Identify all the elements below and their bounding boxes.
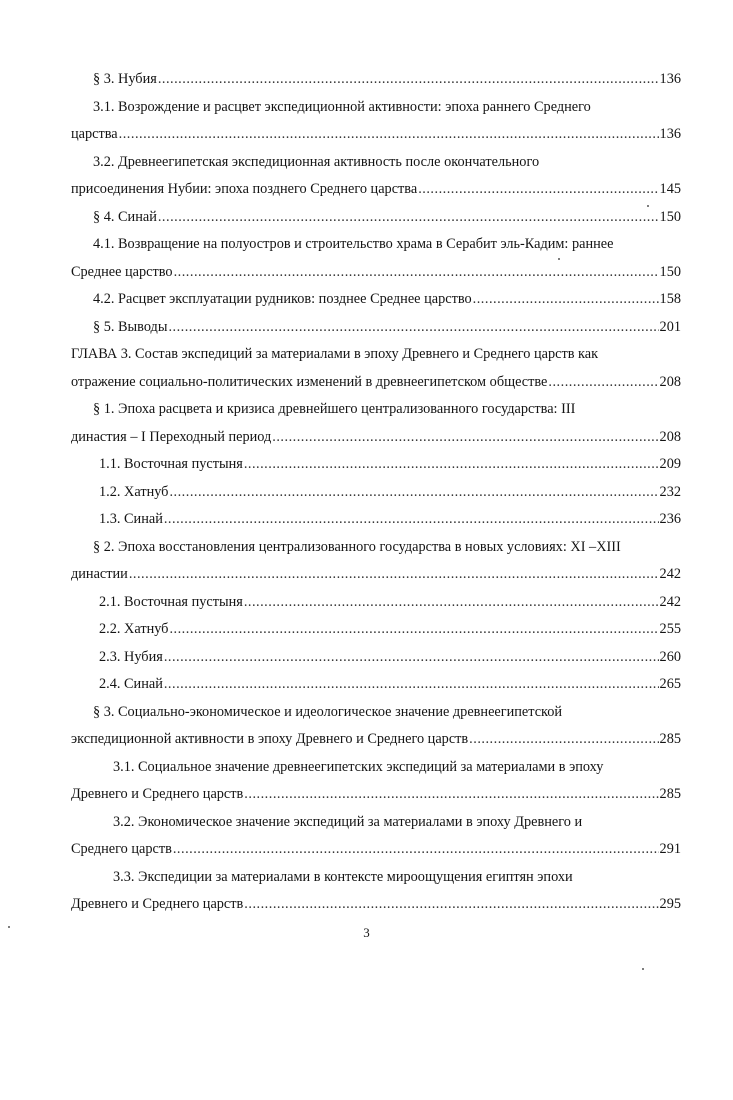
toc-entry-title: 2.1. Восточная пустыня	[99, 593, 243, 610]
toc-page-number: 150	[659, 208, 681, 225]
toc-entry-section-3[interactable]	[71, 699, 681, 754]
scan-speck	[642, 968, 644, 970]
toc-entry-title-line1: § 2. Эпоха восстановления централизованного государства в новых условиях: XI –XIII	[93, 538, 621, 555]
toc-entry-3-3-worldview[interactable]	[71, 864, 681, 919]
dot-leader	[164, 506, 659, 534]
toc-page-number: 242	[659, 566, 681, 582]
toc-entry-title-line2: династии	[71, 566, 128, 582]
toc-entry-title-line1: 3.3. Экспедиции за материалами в контексте мироощущения египтян эпохи	[113, 868, 573, 885]
toc-entry-4-2[interactable]	[71, 286, 681, 314]
toc-entry-conclusions[interactable]	[71, 314, 681, 342]
toc-entry-title-line1: ГЛАВА 3. Состав экспедиций за материалами в эпоху Древнего и Среднего царств как	[71, 346, 599, 362]
toc-entry-title-line2: отражение социально-политических изменений в древнеегипетском обществе	[71, 373, 548, 390]
dot-leader	[164, 644, 659, 672]
toc-entry-chapter-3[interactable]	[71, 341, 681, 396]
scan-speck	[8, 926, 10, 928]
dot-leader	[244, 891, 658, 919]
toc-entry-title-line2: Среднее царство	[71, 263, 173, 280]
toc-entry-sinai[interactable]	[71, 204, 681, 232]
toc-entry-section-1[interactable]	[71, 396, 681, 451]
toc-entry-3-1-social[interactable]	[71, 754, 681, 809]
toc-page-number: 136	[659, 126, 681, 142]
toc-entry-title-line1: 4.1. Возвращение на полуостров и строительство храма в Серабит эль-Кадим: раннее	[93, 236, 614, 252]
dot-leader	[174, 259, 659, 287]
dot-leader	[129, 561, 659, 589]
dot-leader	[119, 121, 659, 149]
toc-entry-title-line2: экспедиционной активности в эпоху Древнего и Среднего царств	[71, 731, 469, 747]
toc-page-number: 150	[659, 263, 681, 280]
dot-leader	[418, 176, 658, 204]
toc-entry-2-2[interactable]	[71, 616, 681, 644]
toc-page-number: 285	[659, 731, 681, 747]
toc-page-number: 265	[659, 676, 681, 692]
toc-entry-title-line2: присоединения Нубии: эпоха позднего Среднего царства	[71, 181, 418, 197]
dot-leader	[164, 671, 659, 699]
toc-entry-title-line2: царства	[71, 126, 118, 142]
toc-entry-3-2[interactable]	[71, 149, 681, 204]
toc-entry-title: 2.4. Синай	[99, 676, 163, 692]
toc-page-number: 136	[659, 71, 681, 87]
dot-leader	[169, 616, 658, 644]
toc-entry-title-line1: 3.1. Социальное значение древнеегипетских экспедиций за материалами в эпоху	[113, 758, 604, 775]
toc-page-number: 209	[659, 456, 681, 472]
toc-entry-title-line2: Древнего и Среднего царств	[71, 896, 244, 912]
toc-page-number: 255	[659, 621, 681, 637]
dot-leader	[169, 479, 658, 507]
toc-entry-nubia[interactable]	[71, 66, 681, 94]
toc-entry-1-3[interactable]	[71, 506, 681, 534]
toc-page-number: 236	[659, 511, 681, 527]
toc-entry-title: 1.1. Восточная пустыня	[99, 456, 243, 472]
page-number-footer: 3	[363, 925, 370, 940]
toc-entry-4-1[interactable]	[71, 231, 681, 286]
toc-page-number: 158	[659, 291, 681, 307]
toc-entry-title-line1: 3.1. Возрождение и расцвет экспедиционной активности: эпоха раннего Среднего	[93, 98, 591, 115]
dot-leader	[244, 451, 659, 479]
dot-leader	[173, 836, 659, 864]
toc-entry-section-2[interactable]	[71, 534, 681, 589]
dot-leader	[548, 369, 658, 397]
dot-leader	[272, 424, 658, 452]
scan-speck	[647, 205, 649, 207]
dot-leader	[168, 314, 658, 342]
dot-leader	[158, 204, 659, 232]
toc-entry-title-line1: 3.2. Экономическое значение экспедиций за материалами в эпоху Древнего и	[113, 813, 583, 830]
toc-entry-title: § 4. Синай	[93, 208, 157, 225]
toc-entry-title: 2.3. Нубия	[99, 648, 163, 665]
toc-entry-title: § 3. Нубия	[93, 71, 157, 87]
toc-entry-title-line1: § 3. Социально-экономическое и идеологическое значение древнеегипетской	[93, 703, 563, 720]
toc-entry-2-1[interactable]	[71, 589, 681, 617]
toc-entry-title: § 5. Выводы	[93, 318, 168, 335]
toc-entry-1-1[interactable]	[71, 451, 681, 479]
toc-page-number: 208	[659, 373, 681, 390]
toc-entry-1-2[interactable]	[71, 479, 681, 507]
dot-leader	[244, 781, 658, 809]
dot-leader	[158, 66, 659, 94]
toc-entry-title: 1.2. Хатнуб	[99, 483, 169, 500]
toc-entry-title-line2: династия – I Переходный период	[71, 428, 272, 445]
dot-leader	[244, 589, 659, 617]
scan-speck	[558, 258, 560, 260]
toc-page-number: 285	[659, 786, 681, 802]
toc-entry-title-line2: Древнего и Среднего царств	[71, 786, 244, 802]
toc-page-number: 295	[659, 896, 681, 912]
toc-page-number: 201	[659, 318, 681, 335]
toc-entry-3-2-economic[interactable]	[71, 809, 681, 864]
toc-entry-title: 1.3. Синай	[99, 511, 163, 527]
toc-entry-title: 4.2. Расцвет эксплуатации рудников: позднее Среднее царство	[93, 291, 472, 307]
table-of-contents	[71, 66, 681, 919]
toc-page-number: 208	[659, 428, 681, 445]
toc-page-number: 260	[659, 648, 681, 665]
dot-leader	[473, 286, 659, 314]
toc-page-number: 242	[659, 593, 681, 610]
toc-page-number: 145	[659, 181, 681, 197]
toc-entry-2-4[interactable]	[71, 671, 681, 699]
toc-entry-title-line1: § 1. Эпоха расцвета и кризиса древнейшего централизованного государства: III	[93, 401, 576, 417]
toc-page-number: 232	[659, 483, 681, 500]
dot-leader	[469, 726, 658, 754]
toc-entry-2-3[interactable]	[71, 644, 681, 672]
toc-entry-title-line2: Среднего царств	[71, 841, 172, 857]
toc-entry-title-line1: 3.2. Древнеегипетская экспедиционная активность после окончательного	[93, 153, 540, 170]
toc-entry-title: 2.2. Хатнуб	[99, 621, 169, 637]
toc-page-number: 291	[659, 841, 681, 857]
toc-entry-3-1[interactable]	[71, 94, 681, 149]
